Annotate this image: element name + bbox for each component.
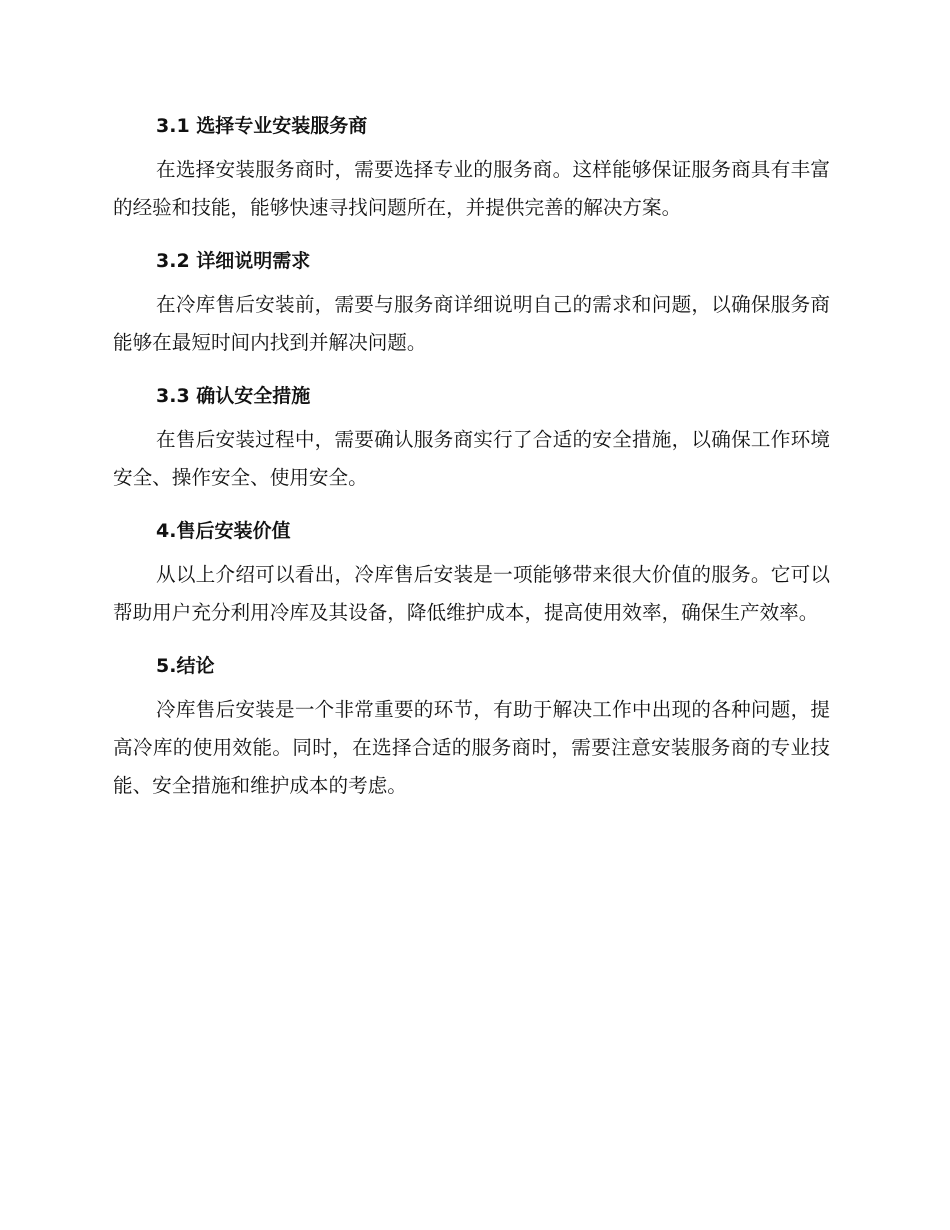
section-4 bbox=[113, 515, 830, 632]
section-paragraph: 在选择安装服务商时，需要选择专业的服务商。这样能够保证服务商具有丰富的经验和技能，能够快速寻找问题所在，并提供完善的解决方案。 bbox=[113, 158, 830, 219]
section-paragraph: 从以上介绍可以看出，冷库售后安装是一项能够带来很大价值的服务。它可以帮助用户充分利用冷库及其设备，降低维护成本，提高使用效率，确保生产效率。 bbox=[113, 563, 830, 624]
document-body bbox=[113, 110, 830, 823]
section-heading: 4.售后安装价值 bbox=[156, 520, 291, 542]
section-heading: 3.3 确认安全措施 bbox=[156, 385, 311, 407]
section-3-2 bbox=[113, 245, 830, 362]
section-paragraph: 在冷库售后安装前，需要与服务商详细说明自己的需求和问题，以确保服务商能够在最短时间内找到并解决问题。 bbox=[113, 293, 830, 354]
section-paragraph: 在售后安装过程中，需要确认服务商实行了合适的安全措施，以确保工作环境安全、操作安全、使用安全。 bbox=[113, 428, 830, 489]
section-5 bbox=[113, 650, 830, 805]
section-3-1 bbox=[113, 110, 830, 227]
section-heading: 5.结论 bbox=[156, 655, 215, 677]
section-heading: 3.2 详细说明需求 bbox=[156, 250, 311, 272]
section-paragraph: 冷库售后安装是一个非常重要的环节，有助于解决工作中出现的各种问题，提高冷库的使用效能。同时，在选择合适的服务商时，需要注意安装服务商的专业技能、安全措施和维护成本的考虑。 bbox=[113, 698, 830, 797]
section-3-3 bbox=[113, 380, 830, 497]
section-heading: 3.1 选择专业安装服务商 bbox=[156, 115, 368, 137]
